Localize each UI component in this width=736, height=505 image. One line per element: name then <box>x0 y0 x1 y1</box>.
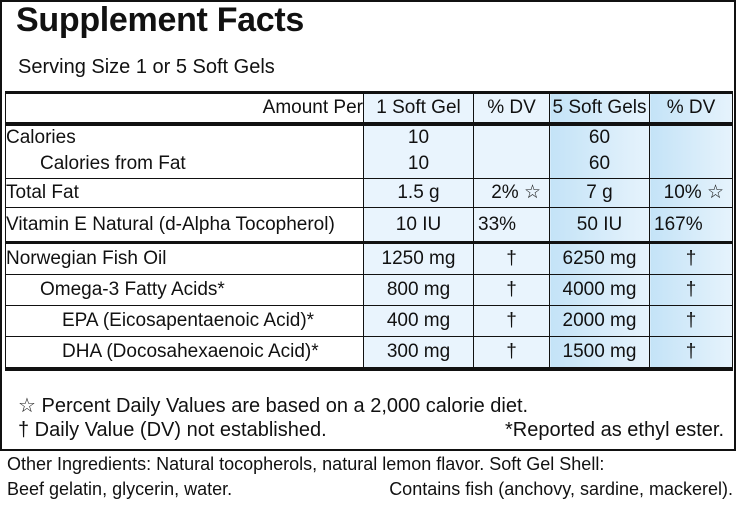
serving-size: Serving Size 1 or 5 Soft Gels <box>18 56 275 78</box>
table-row <box>6 150 733 179</box>
header-five-soft-gels: 5 Soft Gels <box>550 93 650 125</box>
row-value-one: 400 mg <box>364 306 474 337</box>
row-label: Vitamin E Natural (d-Alpha Tocopherol) <box>6 208 364 243</box>
row-value-five: 4000 mg <box>550 275 650 306</box>
row-value-five: 60 <box>550 150 650 179</box>
row-value-one: 1.5 g <box>364 179 474 208</box>
row-value-one: 800 mg <box>364 275 474 306</box>
row-value-five: 7 g <box>550 179 650 208</box>
row-dv-one <box>474 124 550 150</box>
allergen-statement: Contains fish (anchovy, sardine, mackerel). <box>389 479 733 499</box>
other-ingredients <box>7 452 733 502</box>
row-dv-one <box>474 150 550 179</box>
table-row <box>6 208 733 243</box>
row-value-one: 10 IU <box>364 208 474 243</box>
nutrient-table <box>5 91 733 371</box>
other-ingredients-line1: Other Ingredients: Natural tocopherols, natural lemon flavor. Soft Gel Shell: <box>7 454 605 474</box>
row-value-five: 2000 mg <box>550 306 650 337</box>
row-label: Total Fat <box>6 179 364 208</box>
row-dv-one: 2% ☆ <box>474 179 550 208</box>
row-value-five: 6250 mg <box>550 243 650 275</box>
row-dv-five: † <box>650 243 733 275</box>
table-header-row <box>6 93 733 125</box>
table-row <box>6 243 733 275</box>
table-row <box>6 179 733 208</box>
row-value-five: 1500 mg <box>550 337 650 370</box>
row-dv-one: † <box>474 243 550 275</box>
footnote-ethyl-ester: *Reported as ethyl ester. <box>504 419 724 441</box>
table-row <box>6 275 733 306</box>
row-dv-five <box>650 124 733 150</box>
other-ingredients-line2: Beef gelatin, glycerin, water. <box>7 479 233 499</box>
row-label: Omega-3 Fatty Acids* <box>6 275 364 306</box>
row-dv-five <box>650 150 733 179</box>
row-label: EPA (Eicosapentaenoic Acid)* <box>6 306 364 337</box>
header-one-soft-gel: 1 Soft Gel <box>364 93 474 125</box>
row-value-five: 60 <box>550 124 650 150</box>
footnotes <box>18 394 724 442</box>
row-dv-five: † <box>650 337 733 370</box>
table-row <box>6 337 733 370</box>
footnote-daily-values: ☆ Percent Daily Values are based on a 2,000 calorie diet. <box>18 395 529 417</box>
row-value-five: 50 IU <box>550 208 650 243</box>
header-amount-per: Amount Per <box>6 93 364 125</box>
row-value-one: 300 mg <box>364 337 474 370</box>
row-dv-five: 10% ☆ <box>650 179 733 208</box>
row-value-one: 1250 mg <box>364 243 474 275</box>
row-label: Norwegian Fish Oil <box>6 243 364 275</box>
header-dv-one: % DV <box>474 93 550 125</box>
row-value-one: 10 <box>364 150 474 179</box>
row-dv-five: † <box>650 275 733 306</box>
panel-title: Supplement Facts <box>16 1 305 39</box>
row-value-one: 10 <box>364 124 474 150</box>
row-dv-one: † <box>474 306 550 337</box>
header-dv-five: % DV <box>650 93 733 125</box>
table-row <box>6 306 733 337</box>
row-dv-one: † <box>474 337 550 370</box>
row-label: DHA (Docosahexaenoic Acid)* <box>6 337 364 370</box>
row-label: Calories from Fat <box>6 150 364 179</box>
row-dv-five: 167% <box>650 208 733 243</box>
table-row <box>6 124 733 150</box>
row-dv-one: † <box>474 275 550 306</box>
row-dv-five: † <box>650 306 733 337</box>
row-label: Calories <box>6 124 364 150</box>
footnote-dv-not-established: † Daily Value (DV) not established. <box>18 419 327 441</box>
row-dv-one: 33% <box>474 208 550 243</box>
